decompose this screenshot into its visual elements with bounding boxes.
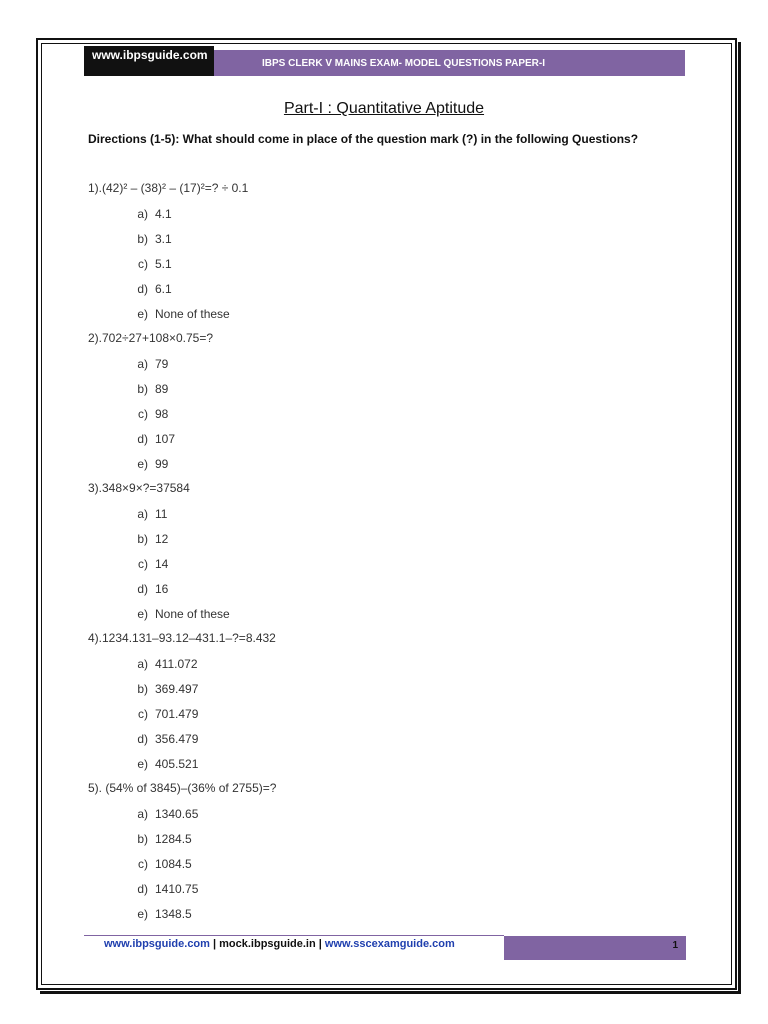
answer-option <box>130 382 330 398</box>
header-site-label: www.ibpsguide.com <box>84 46 214 76</box>
footer-link-mock[interactable]: mock.ibpsguide.in <box>219 938 316 950</box>
option-value: 701.479 <box>155 707 199 721</box>
option-value: 5.1 <box>155 257 172 271</box>
option-letter: c) <box>138 557 148 571</box>
header-title: IBPS CLERK V MAINS EXAM- MODEL QUESTIONS PAPER-I <box>262 57 545 69</box>
page-title: Part-I : Quantitative Aptitude <box>283 100 485 117</box>
header-title-bar <box>214 50 685 76</box>
footer-bar <box>504 936 686 960</box>
answer-option <box>130 807 330 823</box>
option-letter: e) <box>137 757 148 771</box>
option-letter: c) <box>138 857 148 871</box>
option-letter: b) <box>137 532 148 546</box>
answer-option <box>130 407 330 423</box>
option-value: 3.1 <box>155 232 172 246</box>
option-value: 12 <box>155 532 169 546</box>
option-letter: c) <box>138 407 148 421</box>
answer-option <box>130 232 330 248</box>
option-value: None of these <box>155 307 230 321</box>
question-text: 5). (54% of 3845)–(36% of 2755)=? <box>88 781 277 795</box>
option-letter: c) <box>138 707 148 721</box>
option-letter: c) <box>138 257 148 271</box>
answer-option <box>130 507 330 523</box>
footer-links <box>104 938 455 950</box>
answer-option <box>130 732 330 748</box>
answer-option <box>130 257 330 273</box>
answer-option <box>130 282 330 298</box>
option-letter: e) <box>137 607 148 621</box>
option-value: 98 <box>155 407 169 421</box>
answer-option <box>130 557 330 573</box>
option-value: 14 <box>155 557 169 571</box>
answer-option <box>130 832 330 848</box>
option-value: 107 <box>155 432 176 446</box>
option-value: 411.072 <box>155 657 198 671</box>
option-value: 89 <box>155 382 169 396</box>
option-value: 1340.65 <box>155 807 199 821</box>
option-value: 6.1 <box>155 282 172 296</box>
option-letter: b) <box>137 832 148 846</box>
answer-option <box>130 357 330 373</box>
answer-option <box>130 207 330 223</box>
option-letter: d) <box>137 732 148 746</box>
question-text: 4).1234.131–93.12–431.1–?=8.432 <box>88 631 276 645</box>
option-value: 79 <box>155 357 169 371</box>
question-text: 2).702÷27+108×0.75=? <box>88 331 214 345</box>
option-letter: b) <box>137 232 148 246</box>
option-value: 1084.5 <box>155 857 192 871</box>
option-letter: e) <box>137 457 148 471</box>
footer-separator: | <box>315 938 325 950</box>
option-letter: d) <box>137 582 148 596</box>
answer-option <box>130 882 330 898</box>
option-letter: a) <box>137 357 148 371</box>
answer-option <box>130 607 330 623</box>
answer-option <box>130 857 330 873</box>
option-value: 356.479 <box>155 732 199 746</box>
option-value: 369.497 <box>155 682 199 696</box>
option-value: 4.1 <box>155 207 172 221</box>
answer-option <box>130 432 330 448</box>
answer-option <box>130 757 330 773</box>
option-letter: a) <box>137 507 148 521</box>
option-value: 1348.5 <box>155 907 192 921</box>
option-value: 99 <box>155 457 169 471</box>
answer-option <box>130 657 330 673</box>
option-letter: b) <box>137 382 148 396</box>
footer-link-sscexamguide[interactable]: www.sscexamguide.com <box>324 938 455 950</box>
answer-option <box>130 307 330 323</box>
option-letter: a) <box>137 207 148 221</box>
option-letter: a) <box>137 807 148 821</box>
footer-link-ibpsguide[interactable]: www.ibpsguide.com <box>104 938 210 950</box>
option-letter: b) <box>137 682 148 696</box>
answer-option <box>130 907 330 923</box>
answer-option <box>130 532 330 548</box>
option-value: 1284.5 <box>155 832 192 846</box>
question-text: 3).348×9×?=37584 <box>88 481 190 495</box>
directions-text: Directions (1-5): What should come in place of the question mark (?) in the following Questions? <box>88 132 639 146</box>
footer-separator: | <box>209 938 220 950</box>
option-letter: e) <box>137 907 148 921</box>
option-value: 11 <box>155 507 168 521</box>
option-letter: d) <box>137 432 148 446</box>
option-value: 16 <box>155 582 169 596</box>
answer-option <box>130 707 330 723</box>
option-letter: d) <box>137 882 148 896</box>
answer-option <box>130 582 330 598</box>
option-letter: a) <box>137 657 148 671</box>
option-letter: e) <box>137 307 148 321</box>
page-number: 1 <box>672 940 678 951</box>
footer-rule <box>84 935 504 936</box>
option-value: None of these <box>155 607 230 621</box>
option-letter: d) <box>137 282 148 296</box>
answer-option <box>130 682 330 698</box>
option-value: 1410.75 <box>155 882 199 896</box>
question-text: 1).(42)² – (38)² – (17)²=? ÷ 0.1 <box>88 181 249 195</box>
answer-option <box>130 457 330 473</box>
option-value: 405.521 <box>155 757 199 771</box>
